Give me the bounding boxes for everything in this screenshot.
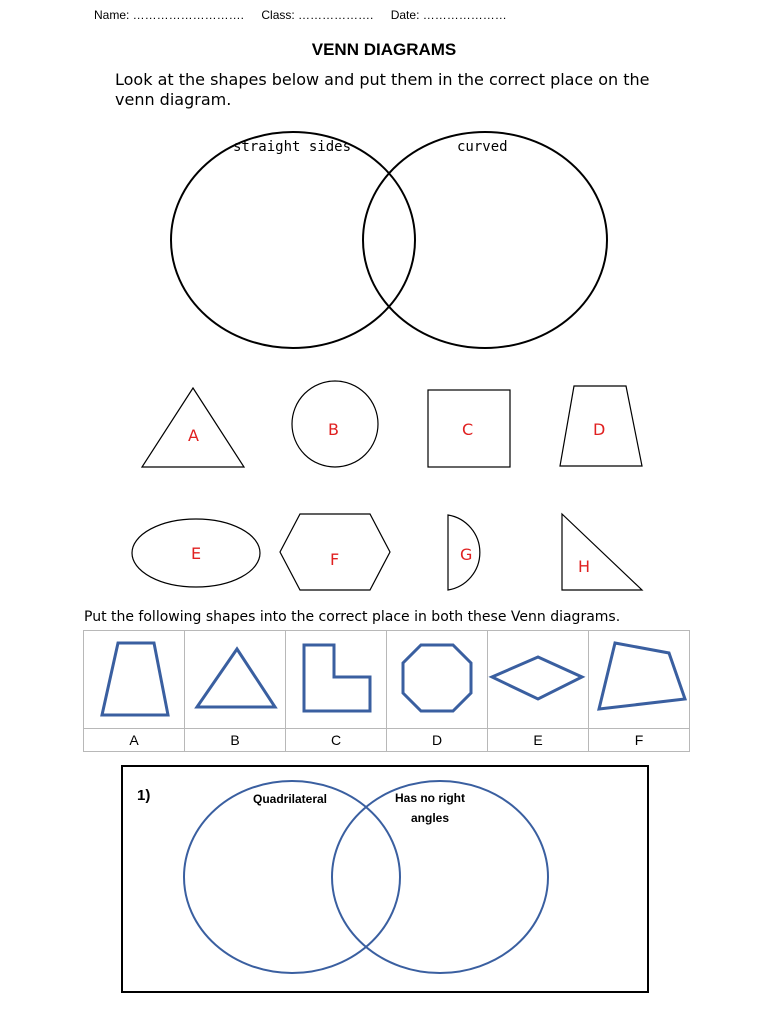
- table-shape-e-rhombus: [488, 631, 588, 723]
- table-label-f: F: [589, 729, 690, 752]
- instruction-text-1: Look at the shapes below and put them in the correct place on the venn diagram.: [115, 70, 650, 109]
- shape-a-label: A: [188, 426, 199, 445]
- shape-b-circle: [292, 381, 378, 467]
- venn1-right-label: curved: [457, 139, 508, 155]
- table-row-shapes: [84, 631, 690, 729]
- table-shape-f-quadrilateral: [589, 631, 689, 723]
- table-label-c: C: [286, 729, 387, 752]
- table-label-e: E: [488, 729, 589, 752]
- venn1-left-label: straight sides: [233, 139, 352, 155]
- venn-diagram-2[interactable]: [178, 777, 553, 977]
- shape-f-label: F: [330, 550, 340, 569]
- table-shape-a-trapezoid: [84, 631, 184, 723]
- shape-f-hexagon: [280, 514, 390, 590]
- table-cell-f: [589, 631, 690, 729]
- table-label-d: D: [387, 729, 488, 752]
- shapes-row-1: [130, 380, 660, 480]
- shape-h-label: H: [578, 557, 591, 576]
- shape-c-label: C: [462, 420, 474, 439]
- venn2-left-circle: [184, 781, 400, 973]
- table-row-labels: [84, 729, 690, 752]
- date-field[interactable]: Date: …………………: [390, 8, 507, 22]
- shape-c-square: [428, 390, 510, 467]
- shape-g-label: G: [460, 545, 473, 564]
- venn1-right-circle: [363, 132, 607, 348]
- shape-e-label: E: [191, 544, 202, 563]
- table-shape-d-octagon: [387, 631, 487, 723]
- table-cell-c: [286, 631, 387, 729]
- header-fields: [94, 8, 521, 22]
- shape-a-triangle: [142, 388, 244, 467]
- table-cell-b: [185, 631, 286, 729]
- page-title: VENN DIAGRAMS: [311, 40, 457, 59]
- table-cell-a: [84, 631, 185, 729]
- shape-d-trapezoid: [560, 386, 642, 466]
- question-number: 1): [137, 787, 151, 804]
- venn-diagram-1[interactable]: [160, 130, 620, 355]
- venn2-left-label: Quadrilateral: [252, 792, 328, 806]
- instruction-text-2: Put the following shapes into the correct place in both these Venn diagrams.: [84, 609, 621, 625]
- table-shape-c-l-shape: [286, 631, 386, 723]
- shape-d-label: D: [593, 420, 606, 439]
- shape-g-semicircle: [448, 515, 480, 590]
- table-shape-b-triangle: [185, 631, 285, 723]
- shape-h-right-triangle: [562, 514, 642, 590]
- shape-b-label: B: [328, 420, 339, 439]
- shapes-row-2: [130, 510, 660, 595]
- name-field[interactable]: Name: ……………………….: [94, 8, 245, 22]
- venn2-right-label: Has no right angles: [395, 791, 466, 825]
- shape-e-ellipse: [132, 519, 260, 587]
- table-label-b: B: [185, 729, 286, 752]
- table-cell-e: [488, 631, 589, 729]
- table-cell-d: [387, 631, 488, 729]
- venn1-left-circle: [171, 132, 415, 348]
- shape-table: [83, 630, 690, 752]
- class-field[interactable]: Class: ……………….: [261, 8, 374, 22]
- table-label-a: A: [84, 729, 185, 752]
